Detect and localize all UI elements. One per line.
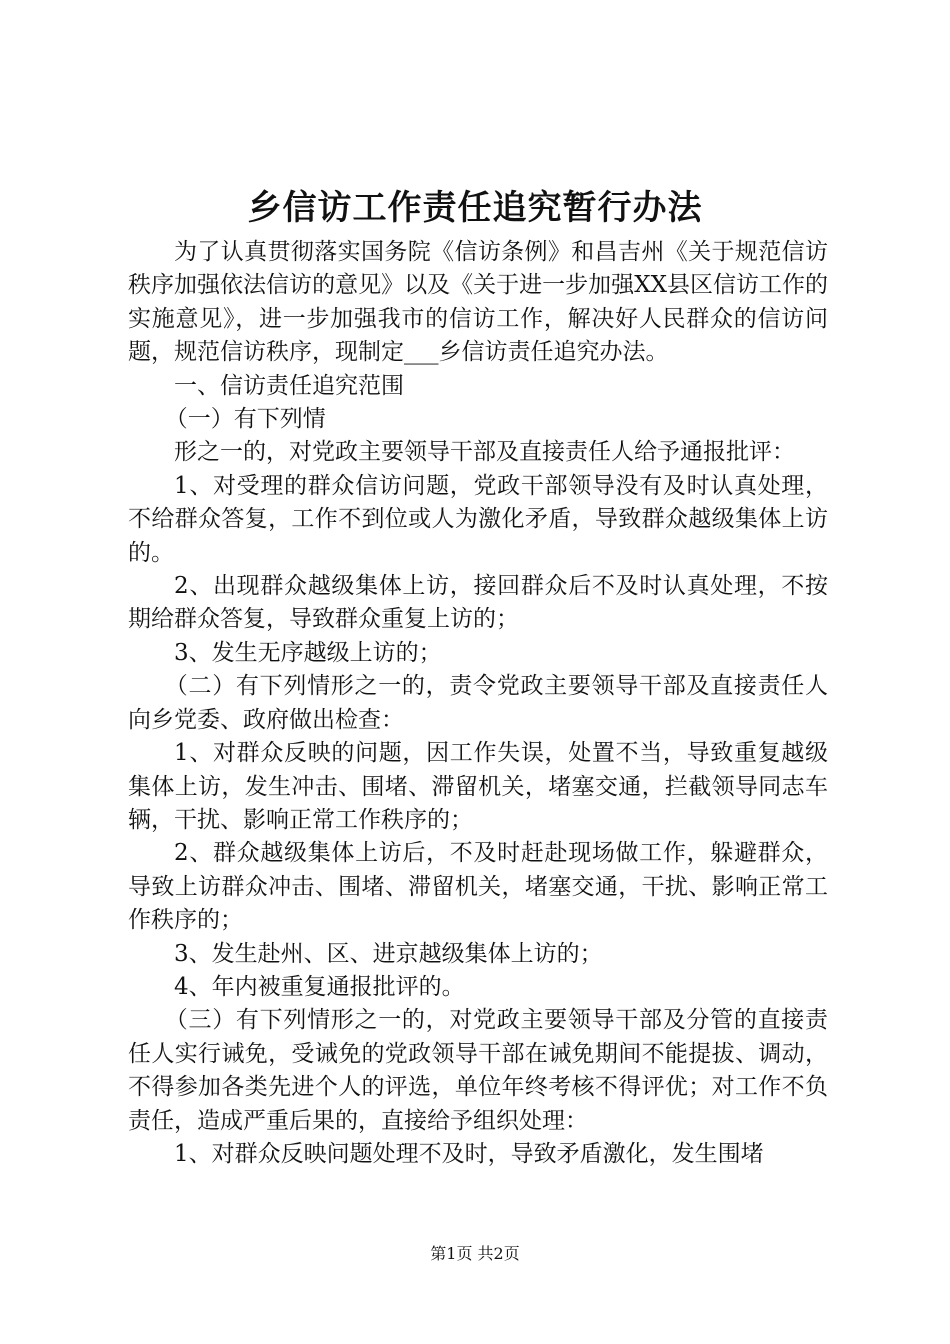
paragraph: 形之一的，对党政主要领导干部及直接责任人给予通报批评： — [174, 439, 795, 466]
list-item: 2、群众越级集体上访后，不及时赶赴现场做工作，躲避群众，导致上访群众冲击、围堵、滞留机关，堵塞交通，干扰、影响正常工作秩序的； — [128, 840, 828, 934]
page-indicator: 第1页 共2页 — [430, 1244, 520, 1263]
list-item: 2、出现群众越级集体上访，接回群众后不及时认真处理，不按期给群众答复，导致群众重复上访的； — [128, 573, 828, 633]
paragraph-intro: 为了认真贯彻落实国务院《信访条例》和昌吉州《关于规范信访秩序加强依法信访的意见》以及《关于进一步加强XX县区信访工作的实施意见》，进一步加强我市的信访工作，解决好人民群众的信访问题，规范信访秩序，现制定___乡信访责任追究办法。 — [128, 239, 828, 366]
list-item: 3、发生赴州、区、进京越级集体上访的； — [174, 940, 603, 967]
list-item: 1、对群众反映问题处理不及时，导致矛盾激化，发生围堵 — [174, 1140, 764, 1167]
document-body — [128, 236, 828, 1171]
subsection-heading: （三）有下列情形之一的，对党政主要领导干部及分管的直接责任人实行诫免，受诫免的党政领导干部在诫免期间不能提拔、调动，不得参加各类先进个人的评选，单位年终考核不得评优；对工作不负责任，造成严重后果的，直接给予组织处理： — [128, 1007, 828, 1134]
list-item: 3、发生无序越级上访的； — [174, 639, 442, 666]
subsection-heading: （一）有下列情 — [164, 406, 326, 433]
list-item: 1、对群众反映的问题，因工作失误，处置不当，导致重复越级集体上访，发生冲击、围堵、滞留机关，堵塞交通，拦截领导同志车辆，干扰、影响正常工作秩序的； — [128, 740, 828, 833]
list-item: 4、年内被重复通报批评的。 — [174, 973, 465, 1000]
document-title: 乡信访工作责任追究暂行办法 — [247, 188, 703, 228]
subsection-heading: （二）有下列情形之一的，责令党政主要领导干部及直接责任人向乡党委、政府做出检查： — [128, 673, 828, 733]
list-item: 1、对受理的群众信访问题，党政干部领导没有及时认真处理，不给群众答复，工作不到位或人为激化矛盾，导致群众越级集体上访的。 — [128, 472, 828, 566]
section-heading: 一、信访责任追究范围 — [174, 372, 404, 399]
